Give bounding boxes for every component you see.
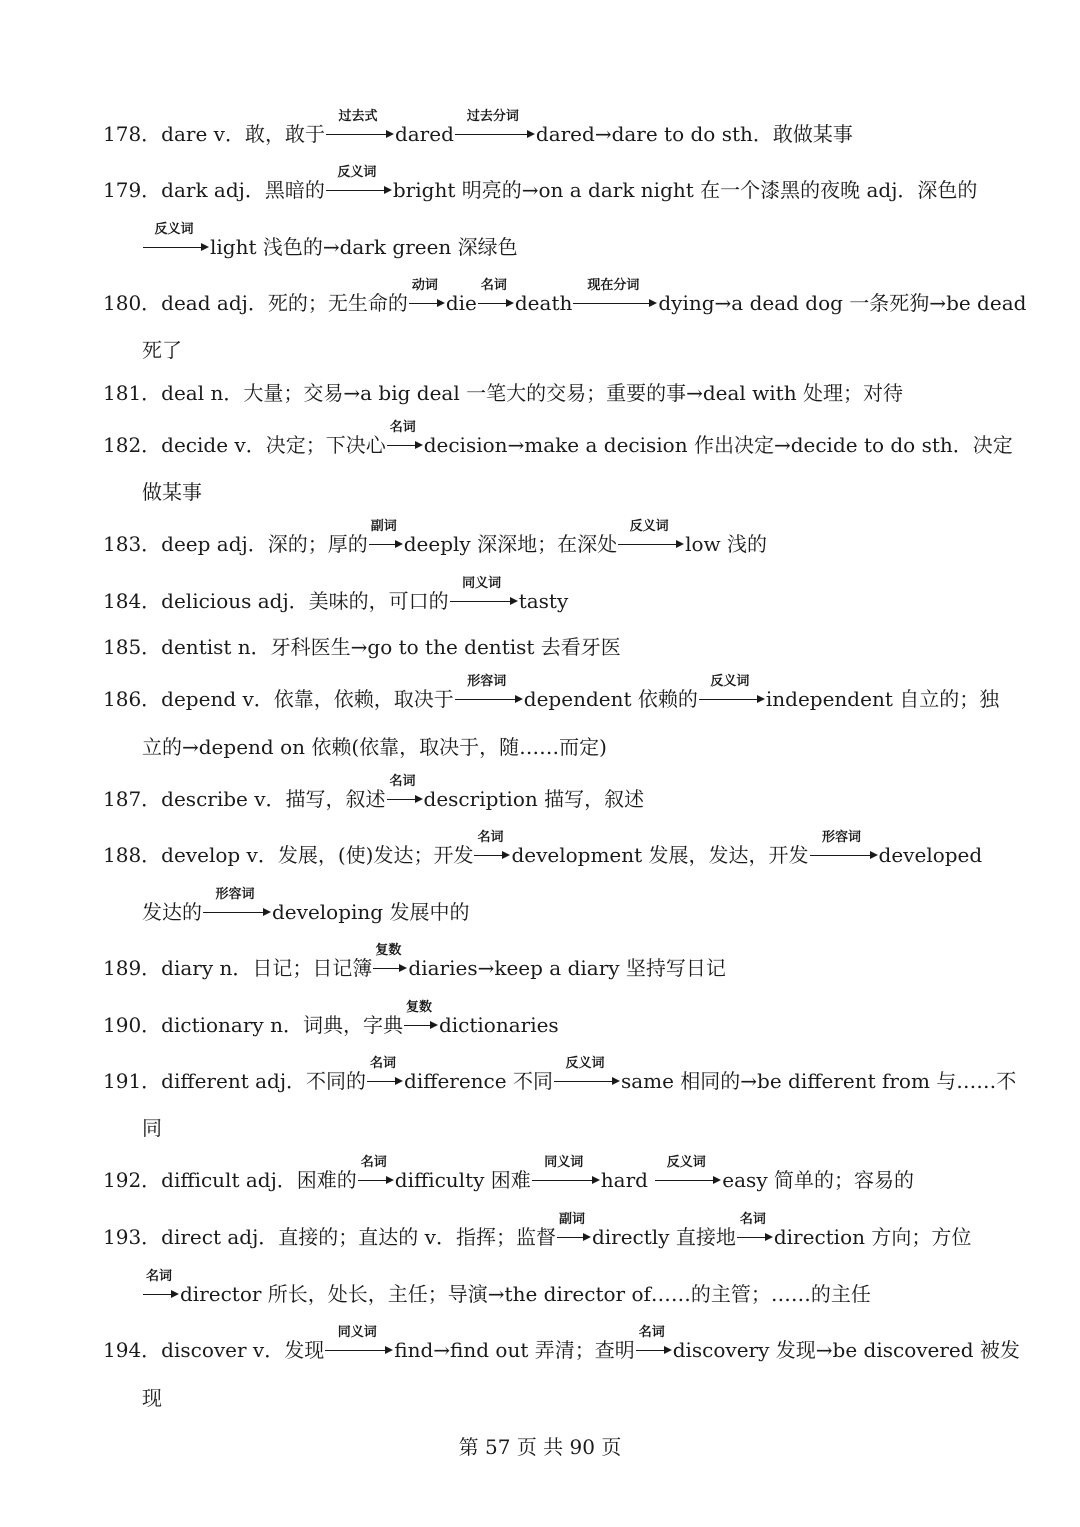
arrow-label: 动词 bbox=[411, 278, 438, 293]
relation-arrow-icon bbox=[387, 420, 423, 452]
relation-arrow-icon bbox=[478, 278, 514, 310]
relation-arrow-icon bbox=[143, 1269, 179, 1301]
entry-text: development 发展，发达，开发 bbox=[511, 843, 809, 867]
entry-text: light 浅色的→dark green 深绿色 bbox=[210, 235, 518, 259]
relation-arrow-icon bbox=[573, 278, 657, 310]
arrow-label: 名词 bbox=[360, 1155, 387, 1170]
relation-arrow-icon bbox=[737, 1212, 773, 1244]
arrow-label: 同义词 bbox=[462, 576, 502, 591]
entry-text: death bbox=[514, 291, 573, 315]
arrow-label: 副词 bbox=[370, 519, 397, 534]
relation-arrow-icon bbox=[387, 774, 423, 806]
relation-arrow-icon bbox=[326, 109, 394, 141]
relation-arrow-icon bbox=[325, 1325, 393, 1357]
arrow-label: 名词 bbox=[389, 420, 416, 435]
entry-text: 发达的 bbox=[142, 900, 202, 924]
arrow-label: 反义词 bbox=[154, 222, 194, 237]
entry-line bbox=[103, 943, 984, 981]
entry-line-continued bbox=[142, 1115, 984, 1141]
entry-text: 194．discover v．发现 bbox=[103, 1338, 325, 1362]
entry-text: low 浅的 bbox=[685, 532, 768, 556]
arrow-label: 复数 bbox=[405, 1000, 432, 1015]
entry-line bbox=[103, 519, 984, 557]
entry-text: 183．deep adj．深的；厚的 bbox=[103, 532, 368, 556]
entry-text: 立的→depend on 依赖(依靠，取决于，随……而定) bbox=[142, 735, 607, 759]
entry-text: dared bbox=[394, 122, 454, 146]
relation-arrow-icon bbox=[655, 1155, 721, 1187]
arrow-label: 反义词 bbox=[629, 519, 669, 534]
entry-line bbox=[103, 420, 1013, 458]
entry-text: 178．dare v．敢，敢于 bbox=[103, 122, 325, 146]
arrow-label: 同义词 bbox=[337, 1325, 377, 1340]
entry-text: difference 不同 bbox=[404, 1069, 553, 1093]
entry-text: 187．describe v．描写，叙述 bbox=[103, 787, 386, 811]
entry-line bbox=[103, 674, 1000, 712]
entry-line bbox=[103, 830, 984, 868]
entry-line bbox=[103, 634, 984, 660]
entry-text: 190．dictionary n．词典，字典 bbox=[103, 1013, 403, 1037]
entry-text: 做某事 bbox=[142, 480, 202, 504]
entry-text: 193．direct adj．直接的；直达的 v．指挥；监督 bbox=[103, 1225, 556, 1249]
arrow-label: 名词 bbox=[389, 774, 416, 789]
arrow-label: 名词 bbox=[370, 1056, 397, 1071]
entry-line bbox=[103, 1325, 1020, 1363]
entry-line bbox=[103, 1056, 1017, 1094]
entry-text: description 描写，叙述 bbox=[423, 787, 645, 811]
entry-line bbox=[103, 774, 984, 812]
arrow-label: 形容词 bbox=[467, 674, 507, 689]
entry-text: 179．dark adj．黑暗的 bbox=[103, 178, 325, 202]
entry-text: 192．difficult adj．困难的 bbox=[103, 1168, 357, 1192]
relation-arrow-icon bbox=[532, 1155, 600, 1187]
page-footer: 第 57 页 共 90 页 bbox=[458, 1435, 622, 1459]
entry-text: dared→dare to do sth．敢做某事 bbox=[535, 122, 853, 146]
arrow-label: 同义词 bbox=[544, 1155, 584, 1170]
entry-text: die bbox=[445, 291, 477, 315]
entry-text: 同 bbox=[142, 1116, 162, 1140]
entry-text: hard bbox=[600, 1168, 655, 1192]
arrow-label: 反义词 bbox=[337, 165, 377, 180]
entry-line bbox=[103, 278, 1027, 316]
entry-text: 182．decide v．决定；下决心 bbox=[103, 433, 386, 457]
entry-line bbox=[103, 380, 984, 406]
entry-text: deeply 深深地；在深处 bbox=[403, 532, 618, 556]
entry-text: tasty bbox=[518, 589, 569, 613]
entry-text: same 相同的→be different from 与……不 bbox=[620, 1069, 1017, 1093]
entry-text: dying→a dead dog 一条死狗→be dead bbox=[658, 291, 1027, 315]
entry-text: direction 方向；方位 bbox=[773, 1225, 972, 1249]
entry-line-continued bbox=[142, 222, 984, 260]
entry-text: 现 bbox=[142, 1386, 162, 1410]
entry-line bbox=[103, 109, 984, 147]
entry-text: developing 发展中的 bbox=[272, 900, 470, 924]
entry-text: decision→make a decision 作出决定→decide to do sth．决定 bbox=[423, 433, 1013, 457]
arrow-label: 名词 bbox=[739, 1212, 766, 1227]
entry-text: diaries→keep a diary 坚持写日记 bbox=[408, 956, 726, 980]
arrow-label: 名词 bbox=[477, 830, 504, 845]
relation-arrow-icon bbox=[203, 887, 271, 919]
arrow-label: 复数 bbox=[375, 943, 402, 958]
relation-arrow-icon bbox=[557, 1212, 591, 1244]
arrow-label: 过去式 bbox=[338, 109, 378, 124]
relation-arrow-icon bbox=[455, 109, 535, 141]
arrow-label: 过去分词 bbox=[466, 109, 519, 124]
arrow-label: 反义词 bbox=[710, 674, 750, 689]
entry-text: 189．diary n．日记；日记簿 bbox=[103, 956, 373, 980]
relation-arrow-icon bbox=[409, 278, 445, 310]
entry-line-continued bbox=[142, 479, 984, 505]
arrow-label: 名词 bbox=[145, 1269, 172, 1284]
arrow-label: 反义词 bbox=[666, 1155, 706, 1170]
relation-arrow-icon bbox=[554, 1056, 620, 1088]
entry-text: easy 简单的；容易的 bbox=[722, 1168, 914, 1192]
arrow-label: 形容词 bbox=[822, 830, 862, 845]
entry-text: 死了 bbox=[142, 338, 182, 362]
arrow-label: 现在分词 bbox=[587, 278, 640, 293]
entry-line-continued bbox=[142, 1385, 984, 1411]
entry-text: find→find out 弄清；查明 bbox=[394, 1338, 635, 1362]
entry-text: bright 明亮的→on a dark night 在一个漆黑的夜晚 adj．深色的 bbox=[392, 178, 978, 202]
entry-text: director 所长，处长，主任；导演→the director of……的主管；……的主任 bbox=[180, 1282, 871, 1306]
relation-arrow-icon bbox=[373, 943, 407, 975]
arrow-label: 形容词 bbox=[215, 887, 255, 902]
relation-arrow-icon bbox=[369, 519, 403, 551]
entry-text: directly 直接地 bbox=[591, 1225, 736, 1249]
relation-arrow-icon bbox=[367, 1056, 403, 1088]
relation-arrow-icon bbox=[143, 222, 209, 254]
entry-text: discovery 发现→be discovered 被发 bbox=[672, 1338, 1020, 1362]
entry-text: 184．delicious adj．美味的，可口的 bbox=[103, 589, 449, 613]
entry-text: dictionaries bbox=[438, 1013, 559, 1037]
entry-line-continued bbox=[142, 337, 984, 363]
entry-line-continued bbox=[142, 1269, 984, 1307]
relation-arrow-icon bbox=[455, 674, 523, 706]
entry-line bbox=[103, 165, 984, 203]
relation-arrow-icon bbox=[636, 1325, 672, 1357]
entry-line-continued bbox=[142, 887, 984, 925]
arrow-label: 名词 bbox=[480, 278, 507, 293]
relation-arrow-icon bbox=[474, 830, 510, 862]
entry-text: 185．dentist n．牙科医生→go to the dentist 去看牙医 bbox=[103, 635, 621, 659]
entry-text: difficulty 困难 bbox=[394, 1168, 531, 1192]
entry-line bbox=[103, 1212, 984, 1250]
entry-text: 180．dead adj．死的；无生命的 bbox=[103, 291, 408, 315]
entry-line-continued bbox=[142, 734, 984, 760]
entry-text: 191．different adj．不同的 bbox=[103, 1069, 367, 1093]
relation-arrow-icon bbox=[699, 674, 765, 706]
entry-text: 188．develop v．发展，(使)发达；开发 bbox=[103, 843, 474, 867]
entry-text: 186．depend v．依靠，依赖，取决于 bbox=[103, 687, 454, 711]
entry-line bbox=[103, 576, 984, 614]
arrow-label: 副词 bbox=[558, 1212, 585, 1227]
entry-text: developed bbox=[878, 843, 983, 867]
relation-arrow-icon bbox=[404, 1000, 438, 1032]
relation-arrow-icon bbox=[618, 519, 684, 551]
entry-text: dependent 依赖的 bbox=[523, 687, 698, 711]
arrow-label: 反义词 bbox=[565, 1056, 605, 1071]
relation-arrow-icon bbox=[810, 830, 878, 862]
relation-arrow-icon bbox=[450, 576, 518, 608]
entry-line bbox=[103, 1000, 984, 1038]
entry-line bbox=[103, 1155, 984, 1193]
entry-text: 181．deal n．大量；交易→a big deal 一笔大的交易；重要的事→deal with 处理；对待 bbox=[103, 381, 903, 405]
relation-arrow-icon bbox=[358, 1155, 394, 1187]
relation-arrow-icon bbox=[326, 165, 392, 197]
arrow-label: 名词 bbox=[638, 1325, 665, 1340]
entry-text: independent 自立的；独 bbox=[765, 687, 1000, 711]
